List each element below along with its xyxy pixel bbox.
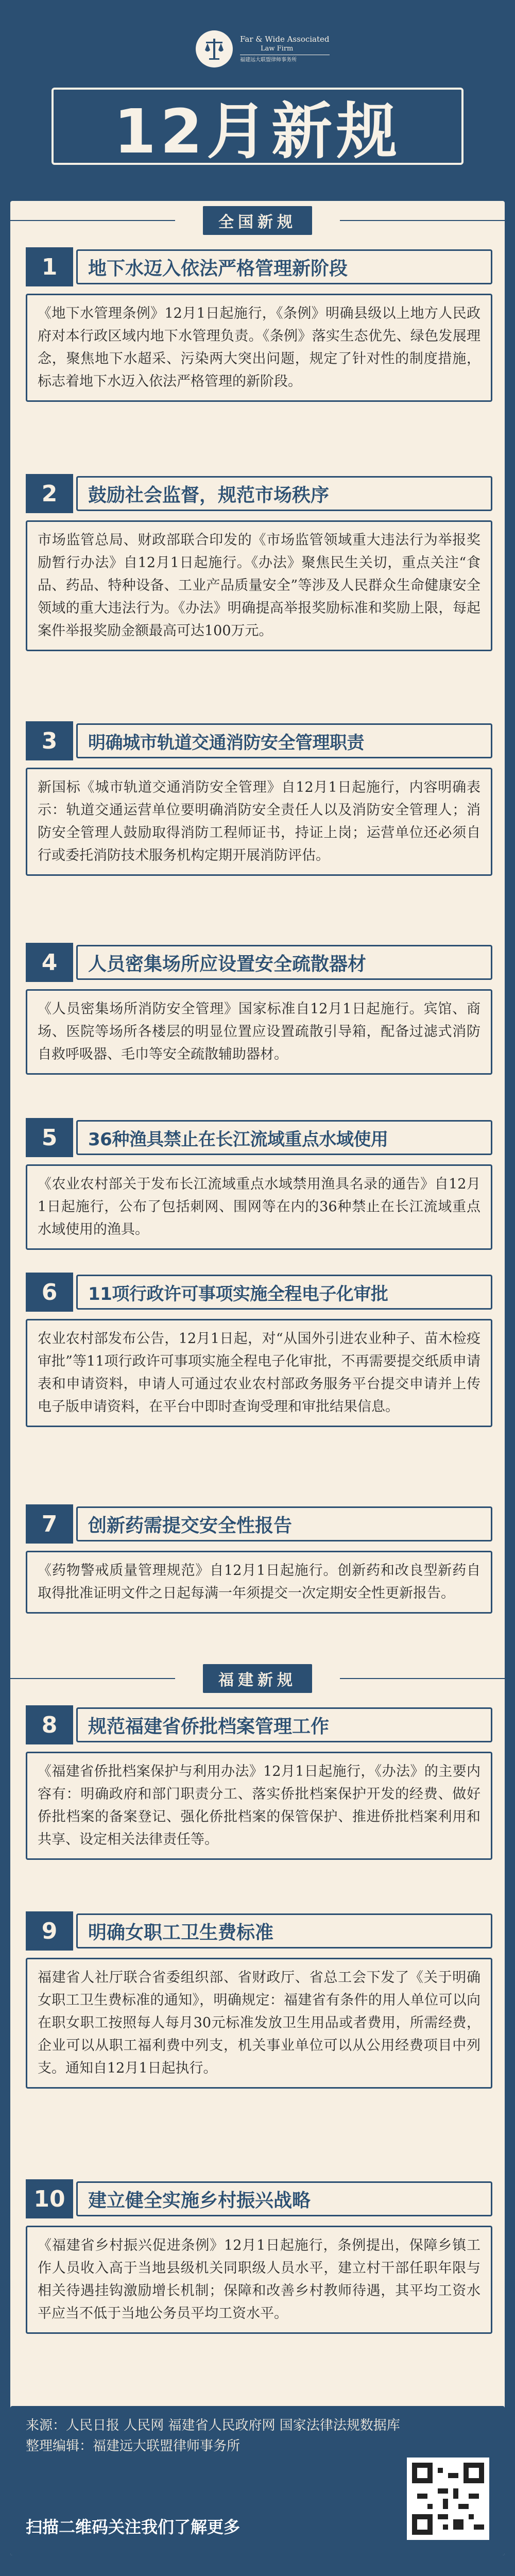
title-box	[52, 88, 464, 165]
scales-icon	[196, 30, 233, 67]
rule-number: 8	[26, 1705, 73, 1744]
rule-number: 7	[26, 1504, 73, 1544]
rule-body: 农业农村部发布公告，12月1日起，对“从国外引进农业种子、苗木检疫审批”等11项行政许可事项实施全程电子化审批，不再需要提交纸质申请表和申请资料，申请人可通过农业农村部政务服务平台提交申请并上传电子版申请资料，在平台中即时查询受理和审批结果信息。	[26, 1319, 492, 1427]
rule-heading: 36种渔具禁止在长江流域重点水域使用	[76, 1120, 492, 1155]
logo-en-line1: Far & Wide Associated	[240, 34, 330, 44]
footer	[10, 2406, 505, 2555]
scan-prompt: 扫描二维码关注我们了解更多	[26, 2517, 241, 2537]
section-label-national: 全国新规	[203, 206, 312, 235]
rule-number: 2	[26, 474, 73, 513]
section-tag-national	[10, 206, 505, 235]
rule-heading: 人员密集场所应设置安全疏散器材	[76, 945, 492, 980]
rule-body: 《药物警戒质量管理规范》自12月1日起施行。创新药和改良型新药自取得批准证明文件之日起每满一年须提交一次定期安全性更新报告。	[26, 1551, 492, 1614]
rule-heading: 规范福建省侨批档案管理工作	[76, 1707, 492, 1742]
rule-heading: 地下水迈入依法严格管理新阶段	[76, 249, 492, 284]
rule-body: 《人员密集场所消防安全管理》国家标准自12月1日起施行。宾馆、商场、医院等场所各楼层的明显位置应设置疏散引导箱，配备过滤式消防自救呼吸器、毛巾等安全疏散辅助器材。	[26, 989, 492, 1075]
logo-en-line2: Law Firm	[261, 44, 294, 53]
editor-line: 整理编辑：福建远大联盟律师事务所	[26, 2438, 241, 2454]
rule-heading: 11项行政许可事项实施全程电子化审批	[76, 1275, 492, 1310]
rule-heading: 明确城市轨道交通消防安全管理职责	[76, 723, 492, 758]
header	[26, 26, 489, 185]
rule-body: 福建省人社厅联合省委组织部、省财政厅、省总工会下发了《关于明确女职工卫生费标准的通知》，明确规定：福建省有条件的用人单位可以向在职女职工按照每人每月30元标准发放卫生用品或者费用，所需经费，企业可以从职工福利费中列支，机关事业单位可以从公用经费项目中列支。通知自12月1日起执行。	[26, 1958, 492, 2089]
rule-number: 9	[26, 1911, 73, 1951]
rule-number: 10	[26, 2179, 73, 2218]
rule-number: 1	[26, 247, 73, 286]
rule-number: 4	[26, 943, 73, 982]
qr-code-icon[interactable]	[407, 2458, 489, 2540]
rule-body: 新国标《城市轨道交通消防安全管理》自12月1日起施行，内容明确表示：轨道交通运营单位要明确消防安全责任人以及消防安全管理人；消防安全管理人鼓励取得消防工程师证书，持证上岗；运营单位还必须自行或委托消防技术服务机构定期开展消防评估。	[26, 768, 492, 876]
section-label-fujian: 福建新规	[203, 1664, 312, 1693]
rule-number: 5	[26, 1118, 73, 1157]
rule-body: 《农业农村部关于发布长江流域重点水域禁用渔具名录的通告》自12月1日起施行，公布了包括刺网、围网等在内的36种禁止在长江流域重点水域使用的渔具。	[26, 1164, 492, 1250]
rule-heading: 明确女职工卫生费标准	[76, 1913, 492, 1948]
rule-number: 6	[26, 1273, 73, 1312]
rule-body: 《地下水管理条例》12月1日起施行，《条例》明确县级以上地方人民政府对本行政区域内地下水管理负责。《条例》落实生态优先、绿色发展理念，聚焦地下水超采、污染两大突出问题，规定了针对性的制度措施，标志着地下水迈入依法严格管理的新阶段。	[26, 294, 492, 402]
section-tag-fujian	[10, 1664, 505, 1693]
rule-heading: 创新药需提交安全性报告	[76, 1506, 492, 1541]
content-panel	[10, 201, 505, 2555]
rule-heading: 建立健全实施乡村振兴战略	[76, 2181, 492, 2216]
firm-logo	[196, 26, 371, 72]
rule-number: 3	[26, 721, 73, 760]
logo-cn-line: 福建远大联盟律师事务所	[240, 55, 330, 64]
source-line: 来源：人民日报 人民网 福建省人民政府网 国家法律法规数据库	[26, 2418, 400, 2433]
rule-body: 《福建省侨批档案保护与利用办法》12月1日起施行，《办法》的主要内容有：明确政府和部门职责分工、落实侨批档案保护开发的经费、做好侨批档案的备案登记、强化侨批档案的保管保护、推进侨批档案利用和共享、设定相关法律责任等。	[26, 1752, 492, 1860]
rule-body: 市场监管总局、财政部联合印发的《市场监管领域重大违法行为举报奖励暂行办法》自12月1日起施行。《办法》聚焦民生关切，重点关注“食品、药品、特种设备、工业产品质量安全”等涉及人民群众生命健康安全领域的重大违法行为。《办法》明确提高举报奖励标准和奖励上限，每起案件举报奖励金额最高可达100万元。	[26, 520, 492, 651]
rule-body: 《福建省乡村振兴促进条例》12月1日起施行，条例提出，保障乡镇工作人员收入高于当地县级机关同职级人员水平，建立村干部任职年限与相关待遇挂钩激励增长机制；保障和改善乡村教师待遇，其平均工资水平应当不低于当地公务员平均工资水平。	[26, 2226, 492, 2334]
rule-heading: 鼓励社会监督，规范市场秩序	[76, 476, 492, 511]
page-title: 12月新规	[113, 96, 402, 167]
